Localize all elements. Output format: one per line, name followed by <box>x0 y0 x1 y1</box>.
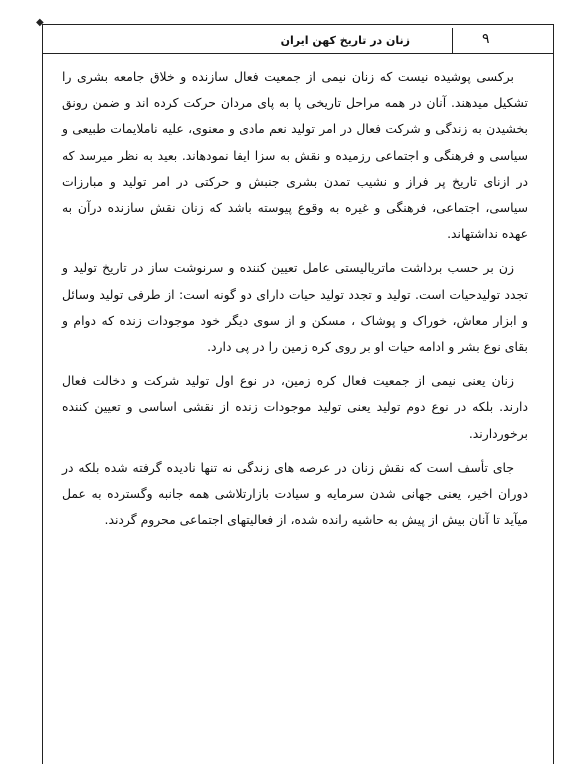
header-divider <box>452 28 453 54</box>
running-title: زنان در تاریخ کهن ایران <box>280 34 410 47</box>
paragraph: زنان یعنی نیمی از جمعیت فعال کره زمین، در نوع اول تولید شرکت و دخالت فعال دارند. بلکه در نوع دوم تولید یعنی تولید موجودات زنده از نقشی اساسی و تعیین کننده برخوردارند. <box>62 373 528 441</box>
paragraph: زن بر حسب برداشت ماتریالیستی عامل تعیین کننده و سرنوشت ساز در تاریخ تولید و تجدد تولیدحیات است. تولید و تجدد تولید حیات دارای دو گونه است: از طرفی تولید وسائل و ابزار معاش، خوراک و پوشاک ، مسکن و از سوی دیگر خود موجودات زنده که دوام و بقای نوع بشر و ادامه حیات او بر روی کره زمین را در پی دارد. <box>62 260 528 355</box>
paragraph: جای تأسف است که نقش زنان در عرصه های زندگی نه تنها نادیده گرفته شده بلکه در دوران اخیر، یعنی جهانی شدن سرمایه و سیادت بازارتلاشی همه جانبه وگسترده به عمل میآید تا آنان بیش از پیش به حاشیه رانده شده، از فعالیتهای اجتماعی محروم گردند. <box>62 459 528 528</box>
corner-mark-icon: ◆ <box>36 17 44 28</box>
body-text <box>62 64 528 541</box>
page-number: ۹ <box>482 31 490 47</box>
paragraph: برکسی پوشیده نیست که زنان نیمی از جمعیت فعال سازنده و خلاق جامعه بشری را تشکیل میدهند. آنان در همه مراحل تاریخی پا به پای مردان حرکت کرده اند و ضمن رونق بخشیدن به زندگی و شرکت فعال در امر تولید نعم مادی و معنوی، علیه ناملایمات طبیعی و سیاسی و فرهنگی و اجتماعی رزمیده و نقش به سزا ایفا نمودهاند. بعید به نظر میرسد که در ازنای تاریخ پر فراز و نشیب تمدن بشری جنبش و حرکتی در امر تولید و مبارزات سیاسی، اجتماعی، فرهنگی و غیره به وقوع پیوسته باشد که زنان نقش سازنده درآن به عهده نداشتهاند. <box>62 69 528 242</box>
page-header <box>42 28 554 54</box>
